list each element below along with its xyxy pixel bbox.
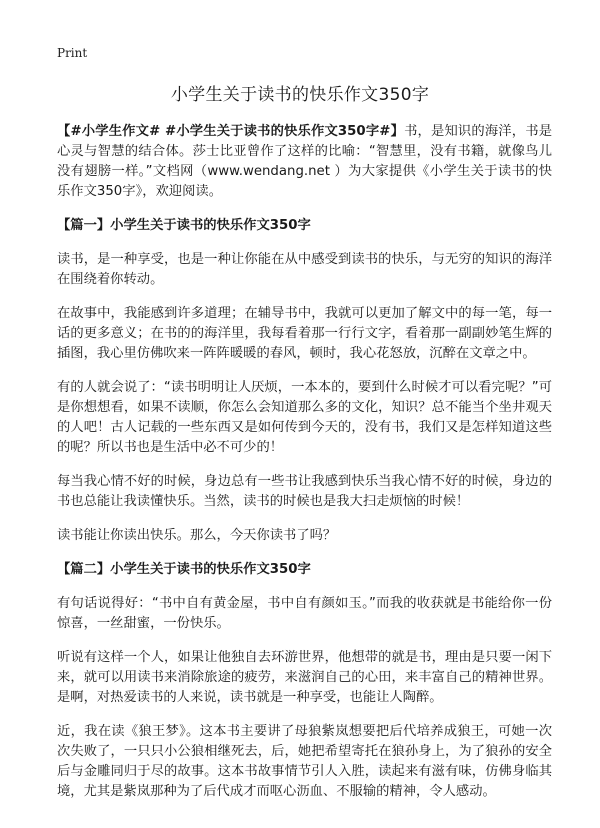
section-2-paragraph-3: 近，我在读《狼王梦》。这本书主要讲了母狼紫岚想要把后代培养成狼王，可她一次次失败了，一只只小公狼相继死去，后，她把希望寄托在狼孙身上，为了狼孙的安全后与金雕同归于尽的故事。这本书故事情节引人入胜，读起来有滋有味，仿佛身临其境，尤其是紫岚那种为了后代成才而呕心沥血、不服输的精神，令人感动。	[57, 724, 552, 799]
page-title: 小学生关于读书的快乐作文350字	[170, 85, 430, 105]
section-1-paragraph-1: 读书，是一种享受，也是一种让你能在从中感受到读书的快乐，与无穷的知识的海洋在围绕着你转动。	[57, 252, 552, 287]
intro-tag: 【#小学生作文# #小学生关于读书的快乐作文350字#】	[57, 124, 405, 139]
section-1-heading: 【篇一】小学生关于读书的快乐作文350字	[57, 218, 311, 233]
section-2-heading: 【篇二】小学生关于读书的快乐作文350字	[57, 562, 311, 577]
intro-text: 书，是知识的海洋，书是心灵与智慧的结合体。莎士比亚曾作了这样的比喻：“智慧里，没有书籍，就像鸟儿没有翅膀一样。”文档网（www.wendang.net ）为大家提供《小学生关于读书的快乐作文350字》，欢迎阅读。	[57, 124, 552, 199]
article-body	[57, 122, 552, 816]
section-1-paragraph-2: 在故事中，我能感到许多道理；在辅导书中，我就可以更加了解文中的每一笔，每一话的更多意义；在书的的海洋里，我每看着那一行行文字，看着那一副副妙笔生辉的插图，我心里仿佛吹来一阵阵暖暖的春风，顿时，我心花怒放，沉醉在文章之中。	[57, 306, 552, 361]
intro-paragraph	[57, 122, 552, 202]
print-label: Print	[57, 46, 88, 60]
section-1-paragraph-3: 有的人就会说了：“读书明明让人厌烦，一本本的，要到什么时候才可以看完呢？”可是你想想看，如果不读顺，你怎么会知道那么多的文化，知识？总不能当个坐井观天的人吧！古人记载的一些东西又是如何传到今天的，没有书，我们又是怎样知道这些的呢？所以书也是生活中必不可少的！	[57, 380, 552, 455]
section-1-paragraph-4: 每当我心情不好的时候，身边总有一些书让我感到快乐当我心情不好的时候，身边的书也总能让我读懂快乐。当然，读书的时候也是我大扫走烦恼的时候！	[57, 474, 552, 509]
section-1-paragraph-5: 读书能让你读出快乐。那么，今天你读书了吗？	[57, 528, 337, 543]
section-2-paragraph-1: 有句话说得好：“书中自有黄金屋，书中自有颜如玉。”而我的收获就是书能给你一份惊喜，一丝甜蜜，一份快乐。	[57, 596, 552, 631]
section-2-paragraph-2: 听说有这样一个人，如果让他独自去环游世界，他想带的就是书，理由是只要一闲下来，就可以用读书来消除旅途的疲劳，来滋润自己的心田，来丰富自己的精神世界。是啊，对热爱读书的人来说，读书就是一种享受，也能让人陶醉。	[57, 650, 552, 705]
